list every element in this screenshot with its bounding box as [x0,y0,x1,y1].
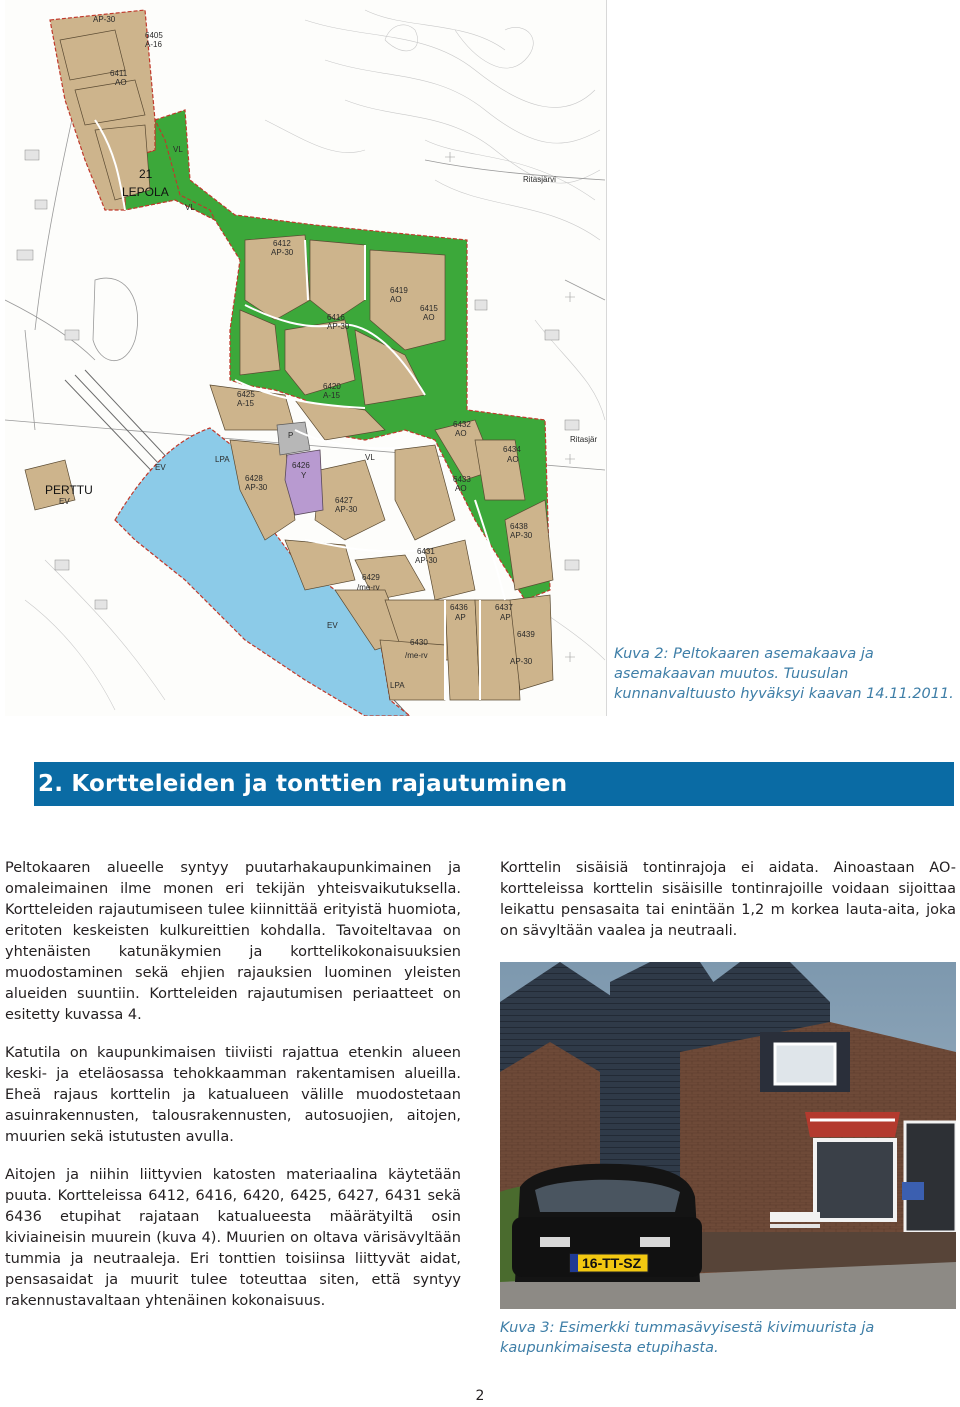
section-title: Kortteleiden ja tonttien rajautuminen [71,771,568,797]
block-6412-id: 6412 [273,239,291,248]
block-6426-id: 6426 [292,461,310,470]
figure-2-caption: Kuva 2: Peltokaaren asemakaava ja asemakaavan muutos. Tuusulan kunnanvaltuusto hyväksyi kaavan 14.11.2011. [614,646,954,702]
block-6429-use: /me-rv [357,583,380,592]
block-6411-use: AO [115,78,127,87]
zone-lpa-2: LPA [390,681,405,690]
left-column [5,858,461,1329]
zone-ev-2: EV [327,621,338,630]
block-6428-id: 6428 [245,474,263,483]
zoning-plan-map [5,0,607,716]
block-6420-id: 6420 [323,382,341,391]
zoning-plan-svg [5,0,606,716]
block-6425-use: A-15 [237,399,254,408]
block-6419-use: AO [390,295,402,304]
block-6420-use: A-15 [323,391,340,400]
zone-ev-3: EV [155,463,166,472]
ritasjar-label: Ritasjär [570,435,598,444]
zone-vl-3: VL [365,453,375,462]
block-6419-id: 6419 [390,286,408,295]
block-6430-use: /me-rv [405,651,428,660]
block-6405-id: 6405 [145,31,163,40]
section-number: 2. [38,771,64,797]
block-6434-id: 6434 [503,445,521,454]
lepola-number: 21 [139,167,153,181]
section-heading [34,762,954,806]
block-6432-use: AO [455,429,467,438]
block-6405-use: A-16 [145,40,162,49]
block-6436-use: AP [455,613,466,622]
block-6433-id: 6433 [453,475,471,484]
lepola-label: LEPOLA [122,185,169,199]
block-6439-id: 6439 [517,630,535,639]
ritasjarvi-label: Ritasjärvi [523,175,556,184]
block-6438-use: AP-30 [510,531,533,540]
block-6415-use: AO [423,313,435,322]
perttu-label: PERTTU [45,483,93,497]
page-number: 2 [475,1388,485,1404]
paragraph-right: Korttelin sisäisiä tontinrajoja ei aidata. Ainoastaan AO-kortteleissa korttelin sisäisille tontinrajoille voidaan sijoittaa leikattu pensasaita tai enintään 1,2 m korkea lauta-aita, joka on sävyltään vaalea ja neutraali. [500,860,956,939]
block-6416-id: 6416 [327,313,345,322]
zone-lpa: LPA [215,455,230,464]
block-6426-use: Y [301,471,307,480]
zone-ev-1: EV [59,497,70,506]
block-6429-id: 6429 [362,573,380,582]
right-column [500,858,956,942]
block-6434-use: AO [507,455,519,464]
block-6431-use: AP-30 [415,556,438,565]
figure-3-caption: Kuva 3: Esimerkki tummasävyisestä kivimuurista ja kaupunkimaisesta etupihasta. [500,1320,875,1356]
parking-block [277,422,310,455]
block-6437-use: AP [500,613,511,622]
block-6431-id: 6431 [417,547,435,556]
block-6433-use: AO [455,484,467,493]
block-6415-id: 6415 [420,304,438,313]
block-6425-id: 6425 [237,390,255,399]
block-6427-use: AP-30 [335,505,358,514]
block-6438-id: 6438 [510,522,528,531]
license-plate: 16-TT-SZ [582,1255,642,1271]
zone-vl-2: VL [185,203,195,212]
block-6428-use: AP-30 [245,483,268,492]
block-6439-use: AP-30 [510,657,533,666]
street-photo [500,962,956,1309]
block-6436-id: 6436 [450,603,468,612]
paragraph-2: Katutila on kaupunkimaisen tiiviisti rajattua etenkin alueen keski- ja eteläosassa tehokkaamman rakentamisen alueilla. Eheä rajaus korttelin ja katualueen välille muodostetaan asuinrakennusten, talousrakennusten, autosuojien, aitojen, muurien sekä istutusten avulla. [5,1045,461,1145]
block-6437-id: 6437 [495,603,513,612]
paragraph-1: Peltokaaren alueelle syntyy puutarhakaupunkimainen ja omaleimainen ilme monen eri tekijän yhteisvaikutuksella. Kortteleiden rajautumiseen tulee kiinnittää erityistä huomiota, eritoten keskeisten kulkureittien kohdalla. Tavoiteltavaa on yhtenäisten katunäkymien ja korttelikokonaisuuksien muodostaminen sekä ehjien rajauksien luominen yleisten alueiden suuntiin. Kortteleiden rajautumisen periaatteet on esitetty kuvassa 4. [5,860,461,1023]
block-6411-id: 6411 [110,69,128,78]
zone-p: P [288,431,294,440]
block-6432-id: 6432 [453,420,471,429]
zone-vl-1: VL [173,145,183,154]
street-photo-svg [500,962,956,1309]
svg-text:AP-30: AP-30 [93,15,116,24]
block-6416-use: AP-30 [327,322,350,331]
paragraph-3: Aitojen ja niihin liittyvien katosten materiaalina käytetään puuta. Kortteleissa 6412, 6416, 6420, 6425, 6427, 6431 sekä 6436 etupihat rajataan katualueesta määrätyiltä osin kiviaineisin muurein (kuva 4). Muurien on oltava värisävyltään tummia ja neutraaleja. Eri tonttien toisiinsa liittyvät aidat, pensasaidat ja muurit tulee toteuttaa siten, että syntyy rakennustavaltaan yhtenäinen kokonaisuus. [5,1167,461,1309]
block-6427-id: 6427 [335,496,353,505]
block-6430-id: 6430 [410,638,428,647]
block-6412-use: AP-30 [271,248,294,257]
